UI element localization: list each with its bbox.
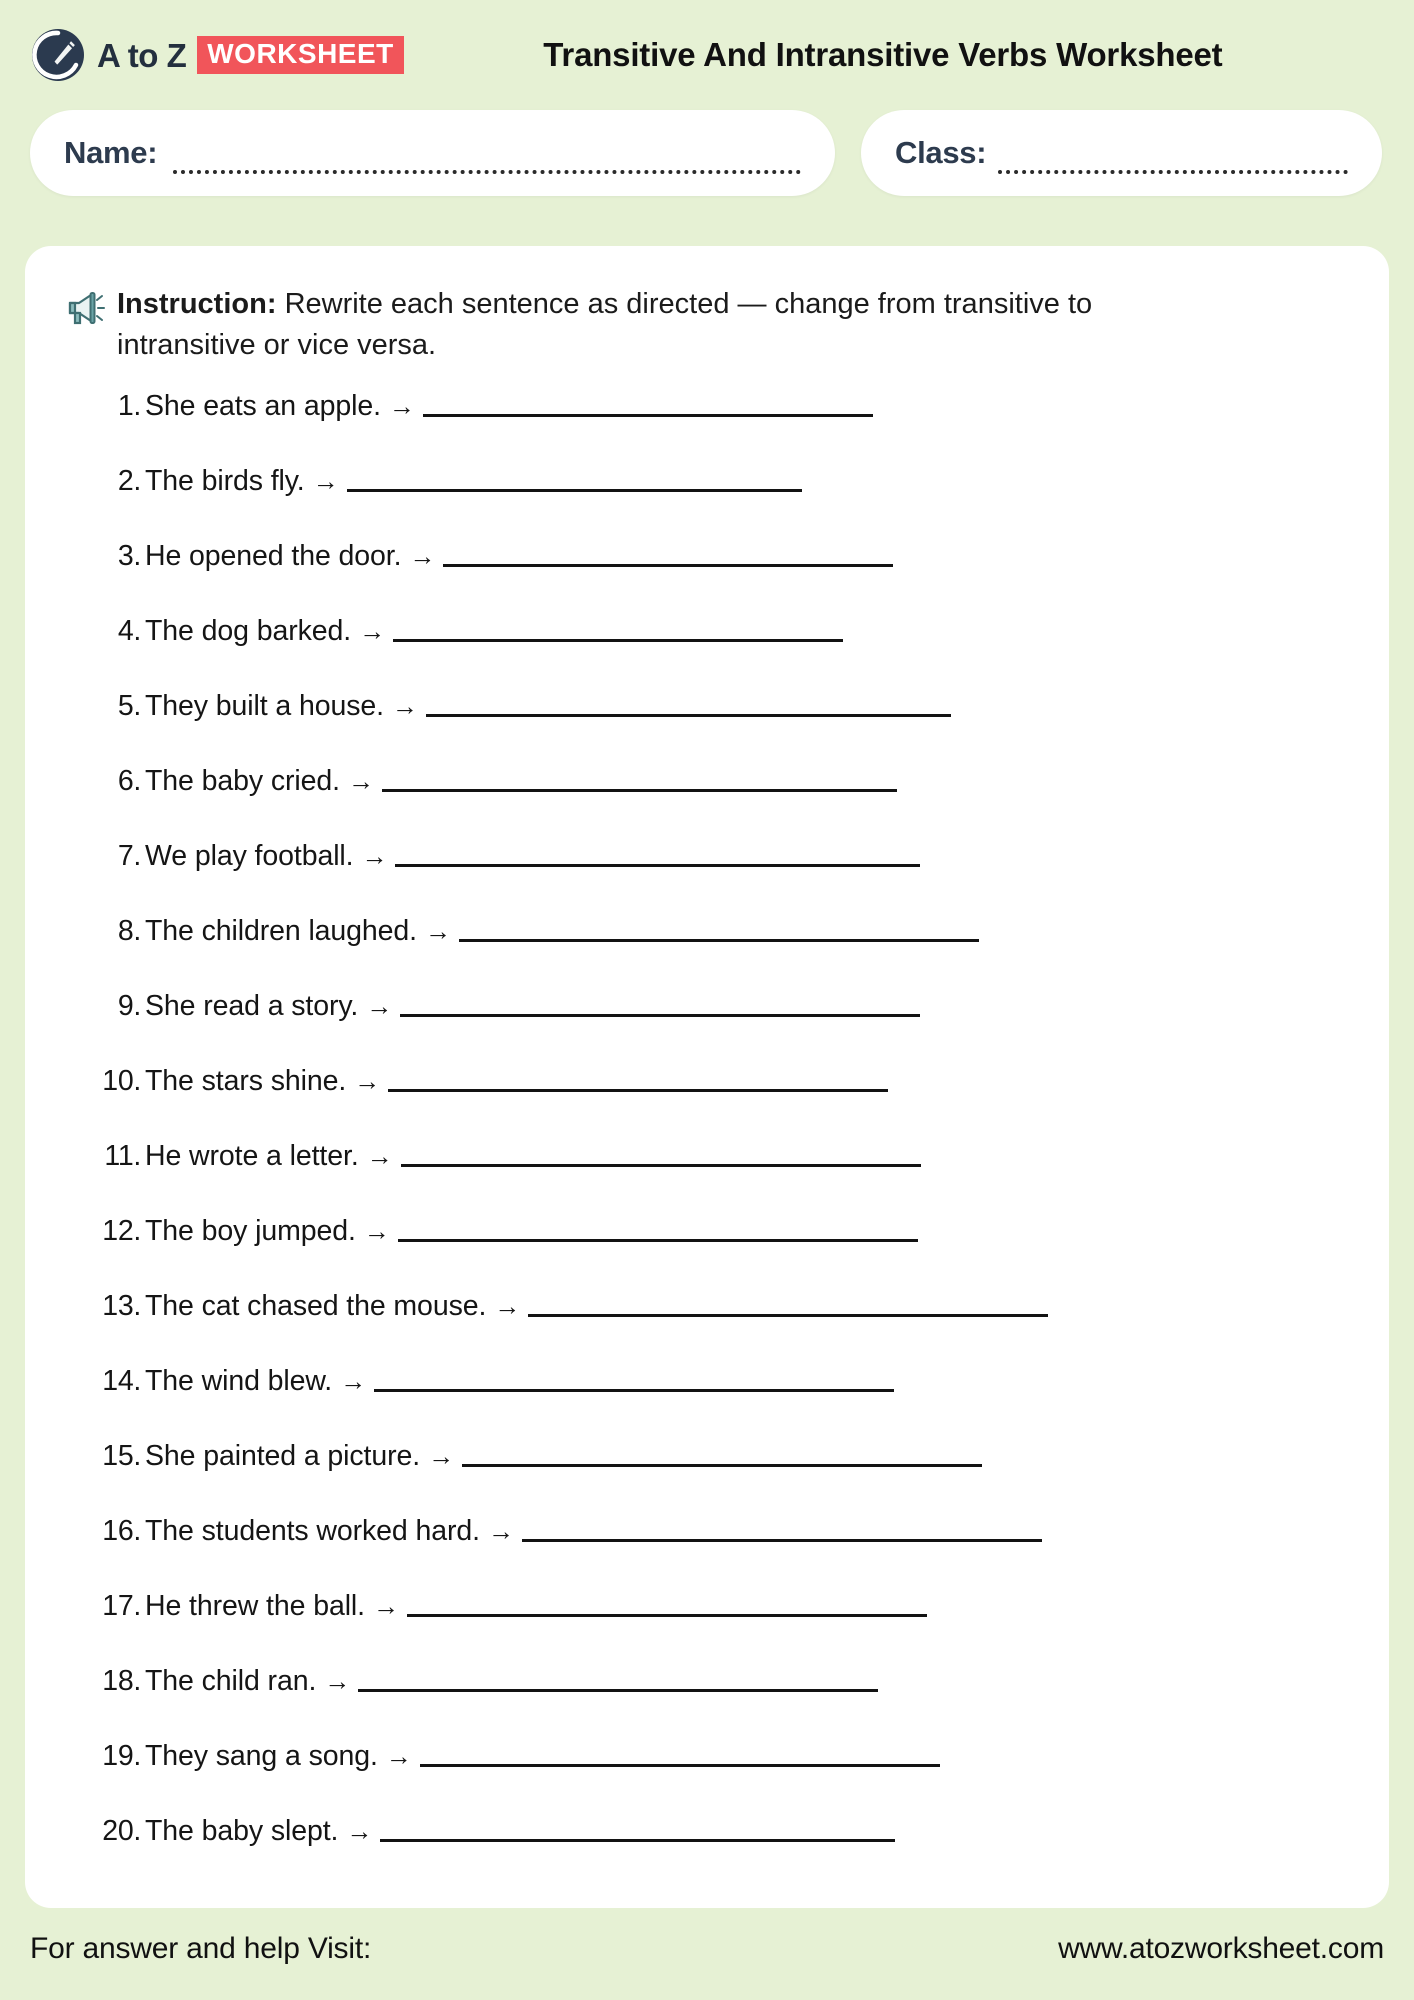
answer-blank[interactable] [407, 1597, 927, 1617]
question-number: 19. [102, 1740, 141, 1773]
question-row [83, 465, 1349, 540]
arrow-icon: → [487, 1516, 514, 1547]
question-text: The boy jumped. [145, 1215, 356, 1248]
question-text: The dog barked. [145, 615, 352, 648]
arrow-icon: → [361, 841, 388, 872]
question-row [83, 765, 1349, 840]
arrow-icon: → [346, 1816, 373, 1847]
question-row [83, 615, 1349, 690]
arrow-icon: → [372, 1591, 399, 1622]
question-row [83, 690, 1349, 765]
arrow-icon: → [363, 1216, 390, 1247]
arrow-icon: → [425, 916, 452, 947]
answer-blank[interactable] [374, 1372, 894, 1392]
arrow-icon: → [391, 691, 418, 722]
question-text: The cat chased the mouse. [145, 1290, 487, 1323]
question-text: He wrote a letter. [145, 1140, 359, 1173]
answer-blank[interactable] [528, 1297, 1048, 1317]
page-title: Transitive And Intransitive Verbs Worksheet [543, 36, 1223, 73]
question-number: 8. [117, 915, 141, 948]
question-list [65, 384, 1349, 1890]
answer-blank[interactable] [395, 847, 920, 867]
footer-website-link[interactable]: www.atozworksheet.com [1058, 1932, 1384, 1965]
name-field[interactable] [30, 110, 835, 196]
answer-blank[interactable] [462, 1447, 982, 1467]
question-text: They built a house. [145, 690, 384, 723]
arrow-icon: → [347, 766, 374, 797]
answer-blank[interactable] [358, 1672, 878, 1692]
instruction-body: Rewrite each sentence as directed — change from transitive to intransitive or vice versa. [117, 288, 1093, 362]
question-row [83, 540, 1349, 615]
question-text: She read a story. [145, 990, 359, 1023]
question-number: 1. [117, 390, 141, 423]
question-number: 18. [102, 1665, 141, 1698]
class-field[interactable] [861, 110, 1382, 196]
question-row [83, 1065, 1349, 1140]
answer-blank[interactable] [443, 547, 893, 567]
question-text: He opened the door. [145, 540, 402, 573]
megaphone-icon [65, 290, 105, 326]
answer-blank[interactable] [420, 1747, 940, 1767]
question-row [83, 1590, 1349, 1665]
arrow-icon: → [494, 1291, 521, 1322]
question-text: They sang a song. [145, 1740, 378, 1773]
question-number: 10. [102, 1065, 141, 1098]
arrow-icon: → [385, 1741, 412, 1772]
question-row [83, 1140, 1349, 1215]
answer-blank[interactable] [423, 397, 873, 417]
question-row [83, 390, 1349, 465]
question-row [83, 1740, 1349, 1815]
question-text: She eats an apple. [145, 390, 381, 423]
pen-circle-logo-icon [30, 27, 86, 83]
answer-blank[interactable] [380, 1822, 895, 1842]
question-number: 20. [102, 1815, 141, 1848]
question-number: 7. [117, 840, 141, 873]
question-number: 3. [117, 540, 141, 573]
answer-blank[interactable] [401, 1147, 921, 1167]
question-number: 4. [117, 615, 141, 648]
question-number: 11. [104, 1140, 141, 1173]
question-row [83, 1515, 1349, 1590]
question-row [83, 1815, 1349, 1890]
question-row [83, 1365, 1349, 1440]
question-row [83, 990, 1349, 1065]
question-row [83, 1215, 1349, 1290]
question-text: He threw the ball. [145, 1590, 365, 1623]
question-text: She painted a picture. [145, 1440, 421, 1473]
question-number: 13. [102, 1290, 141, 1323]
instruction-label: Instruction: [117, 288, 277, 320]
answer-blank[interactable] [522, 1522, 1042, 1542]
question-number: 16. [102, 1515, 141, 1548]
answer-blank[interactable] [398, 1222, 918, 1242]
arrow-icon: → [324, 1666, 351, 1697]
question-row [83, 1665, 1349, 1740]
class-label: Class: [895, 135, 987, 170]
question-number: 9. [117, 990, 141, 1023]
arrow-icon: → [354, 1066, 381, 1097]
question-text: The baby slept. [145, 1815, 339, 1848]
arrow-icon: → [340, 1366, 367, 1397]
answer-blank[interactable] [382, 772, 897, 792]
name-input-line[interactable] [173, 148, 801, 174]
answer-blank[interactable] [426, 697, 951, 717]
arrow-icon: → [312, 466, 339, 497]
answer-blank[interactable] [393, 622, 843, 642]
class-input-line[interactable] [998, 148, 1348, 174]
question-row [83, 1440, 1349, 1515]
question-text: The stars shine. [145, 1065, 347, 1098]
question-text: The baby cried. [145, 765, 340, 798]
question-number: 15. [102, 1440, 141, 1473]
question-row [83, 915, 1349, 990]
question-text: The wind blew. [145, 1365, 333, 1398]
question-row [83, 1290, 1349, 1365]
arrow-icon: → [428, 1441, 455, 1472]
arrow-icon: → [366, 1141, 393, 1172]
arrow-icon: → [366, 991, 393, 1022]
footer-help-text: For answer and help Visit: [30, 1932, 372, 1965]
question-number: 17. [102, 1590, 141, 1623]
student-info-row [0, 110, 1414, 196]
answer-blank[interactable] [388, 1072, 888, 1092]
answer-blank[interactable] [347, 472, 802, 492]
brand-badge: WORKSHEET [197, 36, 404, 74]
answer-blank[interactable] [400, 997, 920, 1017]
arrow-icon: → [409, 541, 436, 572]
question-text: We play football. [145, 840, 354, 873]
instruction-text [117, 284, 1217, 366]
question-text: The birds fly. [145, 465, 305, 498]
question-text: The students worked hard. [145, 1515, 480, 1548]
arrow-icon: → [388, 391, 415, 422]
question-number: 6. [117, 765, 141, 798]
question-text: The child ran. [145, 1665, 317, 1698]
page-footer [0, 1908, 1414, 2000]
worksheet-card [25, 246, 1389, 1908]
instruction-block [65, 284, 1349, 366]
answer-blank[interactable] [459, 922, 979, 942]
question-number: 14. [102, 1365, 141, 1398]
question-text: The children laughed. [145, 915, 418, 948]
brand-logo [30, 27, 404, 83]
question-row [83, 840, 1349, 915]
arrow-icon: → [359, 616, 386, 647]
question-number: 12. [102, 1215, 141, 1248]
page-header [0, 0, 1414, 110]
brand-name: A to Z [97, 36, 187, 74]
name-label: Name: [64, 135, 158, 170]
question-number: 2. [117, 465, 141, 498]
question-number: 5. [117, 690, 141, 723]
